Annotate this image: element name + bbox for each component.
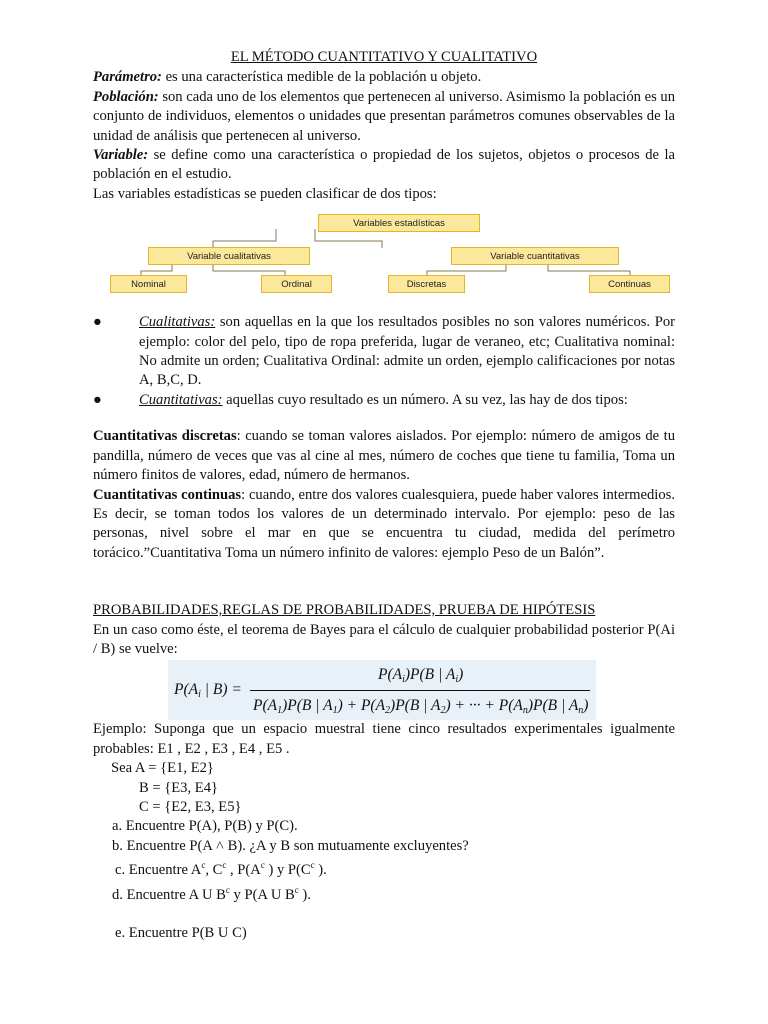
formula-lhs: $P(A_i$ | B) = bbox=[174, 681, 242, 701]
diagram-continuas: Continuas bbox=[589, 275, 670, 293]
section-heading: PROBABILIDADES,REGLAS DE PROBABILIDADES, PRUEBA DE HIPÓTESIS bbox=[93, 602, 596, 619]
clasificacion-text: Las variables estadísticas se pueden clasificar de dos tipos: bbox=[93, 185, 437, 202]
discretas-label: Cuantitativas discretas bbox=[93, 428, 237, 445]
poblacion-label: Población: bbox=[93, 88, 159, 105]
bayes-formula bbox=[168, 660, 596, 720]
question-a: a. Encuentre P(A), P(B) y P(C). bbox=[112, 818, 298, 835]
formula-numerator: $P(A_i)P(B$ | $A_i$) bbox=[378, 666, 464, 686]
discretas-text: : cuando se toman valores aislados. Por ejemplo: número de amigos de tu pandilla, número de veces que vas al cine al mes, número de coches que tiene tu familia, Toma un número finitos de valores, edad, número de hermanos. bbox=[93, 428, 675, 484]
diagram-cualitativas: Variable cualitativas bbox=[148, 247, 310, 265]
set-b: B = {E3, E4} bbox=[139, 779, 218, 796]
list-item bbox=[93, 313, 675, 391]
document-title: EL MÉTODO CUANTITATIVO Y CUALITATIVO bbox=[230, 49, 538, 65]
list-item bbox=[93, 391, 675, 410]
variable-definition bbox=[93, 146, 675, 185]
variable-label: Variable: bbox=[93, 147, 149, 164]
bayes-intro: En un caso como éste, el teorema de Bayes para el cálculo de cualquier probabilidad posterior P(Ai / B) se vuelve: bbox=[93, 621, 675, 657]
parametro-label: Parámetro: bbox=[93, 69, 162, 86]
bullet-icon: ● bbox=[93, 391, 102, 408]
bullet-icon: ● bbox=[93, 314, 102, 331]
poblacion-text: son cada uno de los elementos que pertenecen al universo. Asimismo la población es un conjunto de individuos, elementos o unidades que presentan parámetros comunes observables de la unidad de análisis que pertenecen al universo. bbox=[93, 88, 675, 144]
formula-denominator: $P(A_1)P(B$ | $A_1) + P(A_2)P(B$ | $A_2$) + ··· + $P(A_n)P(B$ | $A_n$) bbox=[253, 697, 589, 717]
parametro-definition bbox=[93, 68, 675, 87]
cualitativas-text: son aquellas en la que los resultados posibles no son valores numéricos. Por ejemplo: color del pelo, tipo de ropa preferida, lugar de veraneo, etc; Cualitativa nominal: No admite un orden; Cualitativa Ordinal: admite un orden, ejemplo calificaciones por notas A, B,C, D. bbox=[139, 314, 675, 389]
spacer bbox=[93, 905, 675, 924]
diagram-nominal: Nominal bbox=[110, 275, 187, 293]
cuantitativas-label: Cuantitativas: bbox=[139, 391, 223, 408]
diagram-ordinal: Ordinal bbox=[261, 275, 332, 293]
diagram-cuantitativas: Variable cuantitativas bbox=[451, 247, 619, 265]
variables-diagram bbox=[93, 204, 675, 302]
document-page bbox=[93, 48, 675, 943]
poblacion-definition bbox=[93, 88, 675, 146]
discretas-paragraph bbox=[93, 427, 675, 485]
question-e: e. Encuentre P(B U C) bbox=[115, 925, 247, 941]
question-b: b. Encuentre P(A ˄ B). ¿A y B son mutuamente excluyentes? bbox=[112, 837, 469, 854]
continuas-label: Cuantitativas continuas bbox=[93, 486, 242, 503]
continuas-paragraph bbox=[93, 486, 675, 564]
variable-text: se define como una característica o propiedad de los sujetos, objetos o procesos de la población en el estudio. bbox=[93, 147, 675, 183]
variable-types-list bbox=[93, 313, 675, 410]
diagram-discretas: Discretas bbox=[388, 275, 465, 293]
question-d: d. Encuentre A U $B^c$ y P(A U $B^c$ ). bbox=[112, 884, 311, 903]
set-a: Sea A = {E1, E2} bbox=[111, 760, 214, 777]
cuantitativas-text: aquellas cuyo resultado es un número. A su vez, las hay de dos tipos: bbox=[222, 391, 628, 408]
parametro-text: es una característica medible de la población u objeto. bbox=[161, 69, 482, 86]
cualitativas-label: Cualitativas: bbox=[139, 314, 216, 331]
example-intro: Ejemplo: Suponga que un espacio muestral tiene cinco resultados experimentales igualmente probables: E1 , E2 , E3 , E4 , E5 . bbox=[93, 721, 675, 757]
question-c: c. Encuentre $A^c$, $C^c$ , $P(A^c$ ) y $P(C^c$ ). bbox=[115, 860, 327, 879]
set-c: C = {E2, E3, E5} bbox=[139, 798, 242, 815]
continuas-text: : cuando, entre dos valores cualesquiera, puede haber valores intermedios. Es decir, se toman todos los valores de un determinado intervalo. Por ejemplo: peso de las personas, nivel sobre el mar en que se encuentra tu ciudad, medida del perímetro torácico.”Cuantitativa Toma un número infinito de valores: ejemplo Peso de un Balón”. bbox=[93, 486, 675, 561]
diagram-root: Variables estadísticas bbox=[318, 214, 480, 232]
fraction-bar bbox=[250, 690, 590, 691]
